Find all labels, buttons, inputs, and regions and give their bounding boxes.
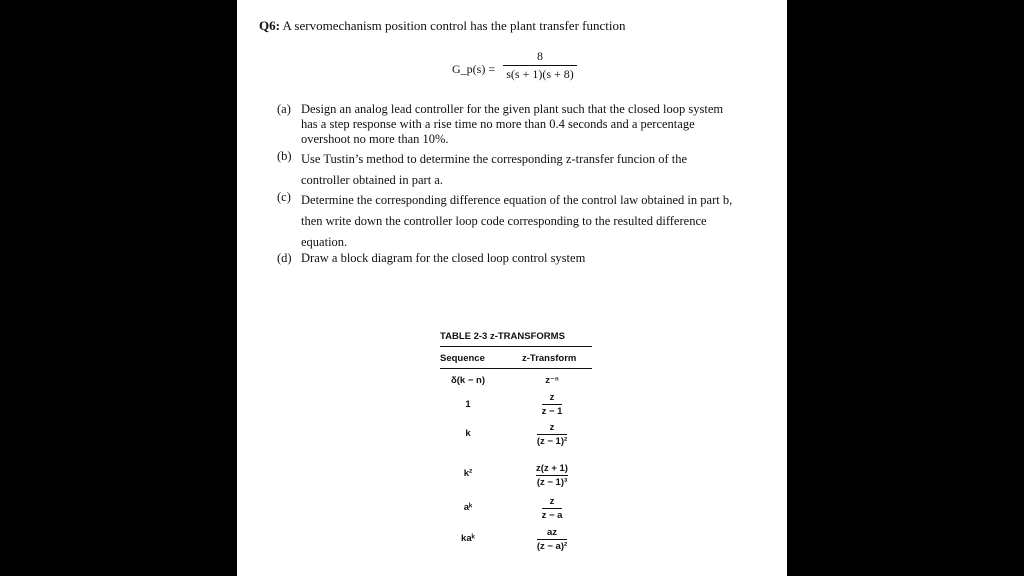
part-line: controller obtained in part a.	[301, 173, 443, 187]
part-line: Use Tustin’s method to determine the corresponding z-transfer funcion of the	[301, 152, 688, 166]
part-line: Determine the corresponding difference equation of the control law obtained in part b,	[301, 193, 733, 207]
part-text	[301, 102, 771, 147]
question-intro: A servomechanism position control has the plant transfer function	[282, 18, 626, 33]
transform-denominator: z − 1	[541, 406, 563, 417]
part-line: equation.	[301, 235, 348, 249]
table-row-sequence: δ(k − n)	[450, 375, 485, 386]
transform-numerator: z	[549, 422, 555, 433]
table-row-transform	[522, 527, 582, 552]
part-label: (b)	[277, 149, 292, 163]
header-sequence: Sequence	[440, 353, 485, 364]
part-line: Design an analog lead controller for the given plant such that the closed loop system	[301, 102, 724, 116]
equation-denominator: s(s + 1)(s + 8)	[506, 67, 574, 81]
part-label: (a)	[277, 102, 291, 116]
part-label: (d)	[277, 251, 292, 265]
table-header-rule	[440, 368, 592, 369]
document-page	[237, 0, 787, 576]
question-header	[259, 18, 625, 34]
part-text	[301, 251, 771, 266]
table-top-rule	[440, 346, 592, 347]
table-row-transform	[522, 496, 582, 521]
transform-denominator: z − a	[541, 510, 563, 521]
table-row-transform	[522, 422, 582, 447]
part-line: overshoot no more than 10%.	[301, 132, 449, 146]
header-z-transform: z-Transform	[522, 353, 577, 364]
transform-numerator: z	[549, 496, 555, 507]
question-number: Q6:	[259, 18, 280, 33]
part-text	[301, 190, 771, 253]
transform-denominator: (z − 1)²	[536, 436, 568, 447]
table-row-sequence: kaᵏ	[461, 533, 475, 544]
table-title: TABLE 2-3 z-TRANSFORMS	[440, 331, 565, 342]
table-row-sequence: k	[465, 428, 471, 439]
part-line: then write down the controller loop code corresponding to the resulted difference	[301, 214, 707, 228]
part-text	[301, 149, 771, 191]
part-line: has a step response with a rise time no more than 0.4 seconds and a percentage	[301, 117, 695, 131]
equation-numerator: 8	[537, 49, 543, 63]
table-row-sequence: k²	[463, 468, 473, 479]
table-row-transform: z⁻ⁿ	[545, 375, 559, 386]
part-line: Draw a block diagram for the closed loop control system	[301, 251, 586, 265]
table-row-sequence: 1	[465, 399, 471, 410]
equation-fraction	[503, 48, 577, 82]
part-label: (c)	[277, 190, 291, 204]
transform-numerator: az	[546, 527, 558, 538]
transform-denominator: (z − 1)³	[536, 477, 568, 488]
transform-denominator: (z − a)²	[536, 541, 568, 552]
fraction-bar	[503, 65, 577, 66]
table-row-sequence: aᵏ	[463, 502, 473, 513]
transform-numerator: z(z + 1)	[536, 463, 568, 474]
transform-numerator: z	[549, 392, 555, 403]
table-row-transform	[522, 463, 582, 488]
equation-lhs: G_p(s) =	[452, 62, 496, 76]
table-row-transform	[522, 392, 582, 417]
